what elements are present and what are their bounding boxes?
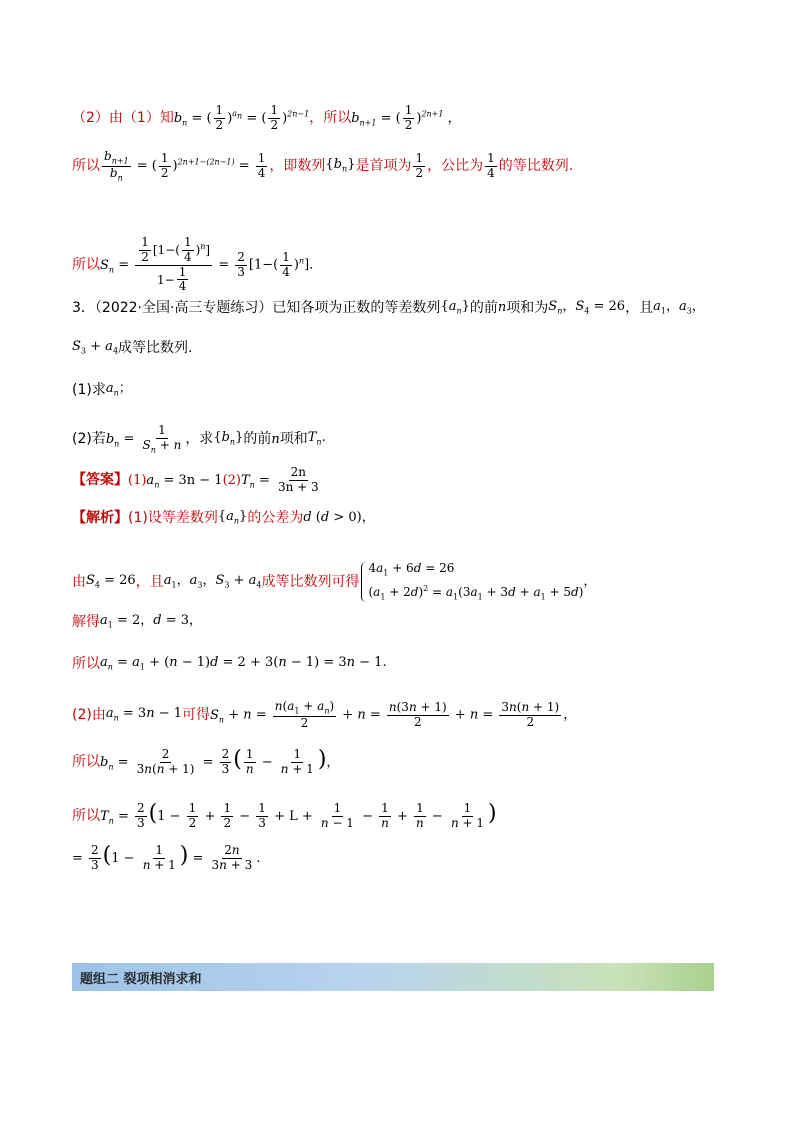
formula-seq-bn: $\{b_n\}$ [325,157,356,174]
tn-result: = $\frac{2}{3}$ (1 − $\frac{1}{n + 1}$ ) = $\frac{2n}{3n + 3}$ . [72,842,261,872]
analysis-seq: $\{a_n\}$ [217,509,248,526]
formula-bn1: $b_{n+1}$ = ( $\frac{1}{2}$ )$^{2n+1}$ ， [351,103,461,132]
text-ratio: ，公比为 [427,158,484,175]
analysis-text: (1)设等差数列 [128,509,218,526]
seq-an: $\{a_n\}$ [440,299,470,316]
question-3-line2 [72,340,192,356]
answer-tag: 【答案】 [72,472,128,489]
tn-result-line [72,844,260,873]
formula-ratio: $\frac{b_{n+1}}{b_n}$ = ( $\frac{1}{2}$ )$^{2n+1-(2n-1)}$ = $\frac{1}{4}$ [104,149,266,182]
text-so: ，所以 [309,110,352,127]
condition-line: 由 $S_4 = 26$ ，且 $a_1$，$a_3$，$S_3 + a_4$ 成等比数列可得 $4a_1 + 6d = 26$ $(a_1 + 2d)^2 = a_1(3a_1 + 3d + a_1 + 5d)$ ， [72,561,597,602]
q3-part1 [72,382,132,398]
text-seq: ，即数列 [269,158,326,175]
q3-part1-an: $a_n$； [105,381,132,398]
analysis-d: d (d > 0)， [303,510,375,526]
q3-part2-bn: $b_n$ = $\frac{1}{S_n + n}$ [105,423,182,455]
q3-part2-text2: ，求 [185,431,214,448]
cond-s4: $S_4 = 26$ [86,573,136,590]
frac-half: $\frac{1}{2}$ [415,150,424,180]
solve-line [72,614,202,630]
an-line [72,656,387,672]
answer-line [72,466,323,495]
solve-text: 解得 [72,613,100,630]
equation-system: $4a_1 + 6d = 26$ $(a_1 + 2d)^2 = a_1(3a_1 + 3d + a_1 + 5d)$ [361,562,583,602]
q3-intro-3: 项和为 [506,299,549,316]
section-banner [72,963,714,991]
q3-intro: 3．（2022·全国·高三专题练习）已知各项为正数的等差数列 [72,299,441,316]
q3-part2-seq: $\{b_n\}$ [213,430,244,447]
var-n: n [497,300,507,316]
q3-intro-2: 的前 [469,299,498,316]
q3-part2-text4: 项和 [279,431,308,448]
solve-values: $a_1 = 2$，d = 3， [100,613,203,630]
sn-plus-n-formula: $S_n + n$ = $\frac{n(a_1 + a_n)}{2}$ + n = $\frac{n(3n + 1)}{2}$ + n = $\frac{3n(n + 1)}{2}$ ， [210,699,577,730]
q3-line2-text: 成等比数列. [118,339,193,356]
text-geometric: 的等比数列. [498,158,574,175]
question-3-head [72,300,705,316]
q3-part2-text3: 的前 [243,431,272,448]
p2-an: $a_n = 3n - 1$ [105,706,183,723]
terms-a1-a3: $a_1$，$a_3$， [653,299,705,316]
q3-part2-n: n [271,431,280,447]
q3-part2-text: (2)若 [72,431,106,448]
cond-text1: 由 [72,573,86,590]
so-label-2: 所以 [72,257,100,274]
analysis-tag: 【解析】 [72,509,128,526]
var-sn: $S_n$，$S_4 = 26$ [548,299,626,316]
p2-text2: 可得 [182,707,211,724]
formula-sn: $S_n$ = $\frac{1}{2}$ [1−( $\frac{1}{4}$ )$^n$] 1− $\frac{1}{4}$ = $\frac{2}{3}$ [1−( $\frac{1}{4}$ )$^n$]． [100,235,323,294]
line-ratio [72,150,573,182]
q3-part1-text: (1)求 [72,381,106,398]
formula-bn: $b_n$ = ( $\frac{1}{2}$ )$^{a_n}$ = ( $\frac{1}{2}$ )$^{2n-1}$ [173,103,310,132]
so-an-text: 所以 [72,655,100,672]
frac-quarter: $\frac{1}{4}$ [487,150,495,180]
analysis-line [72,510,375,526]
tn-formula: $T_n$ = $\frac{2}{3}$ (1 − $\frac{1}{2}$ + $\frac{1}{2}$ − $\frac{1}{3}$ + L + $\frac{1}{n - 1}$ − $\frac{1}{n}$ + $\frac{1}{n}$ − $\frac{1}{n + 1}$ ) [100,800,497,830]
bn-formula: $b_n$ = $\frac{2}{3n(n + 1)}$ = $\frac{2}{3}$ ( $\frac{1}{n}$ − $\frac{1}{n + 1}$ )， [100,746,340,776]
q3-intro-4: ，且 [625,299,654,316]
sn-plus-n-line [72,700,576,730]
text-first-term: 是首项为 [355,158,412,175]
answer-content: $(1)a_n = 3n - 1(2)T_n$ = $\frac{2n}{3n + 3}$ [128,465,319,494]
line-part2-intro [72,104,461,133]
tn-line [72,802,497,831]
banner-title: 题组二 裂项相消求和 [80,971,202,987]
bn-line [72,748,339,777]
p2-text: (2)由 [72,707,106,724]
line-sn [72,236,322,294]
q3-part2 [72,424,326,454]
cond-text3: 成等比数列可得 [261,573,360,590]
part2-label: （2）由（1）知 [72,110,174,127]
so-tn-text: 所以 [72,808,100,825]
cond-terms: $a_1$，$a_3$，$S_3 + a_4$ [163,573,262,590]
so-label: 所以 [72,158,100,175]
an-formula: $a_n = a_1 + (n - 1)d = 2 + 3(n - 1) = 3n - 1$. [100,655,387,672]
expr-s3-a4: $S_3 + a_4$ [72,339,119,356]
so-bn-text: 所以 [72,754,100,771]
cond-text2: ，且 [135,573,164,590]
q3-part2-tn: $T_n$. [307,430,326,447]
analysis-text2: 的公差为 [247,509,304,526]
